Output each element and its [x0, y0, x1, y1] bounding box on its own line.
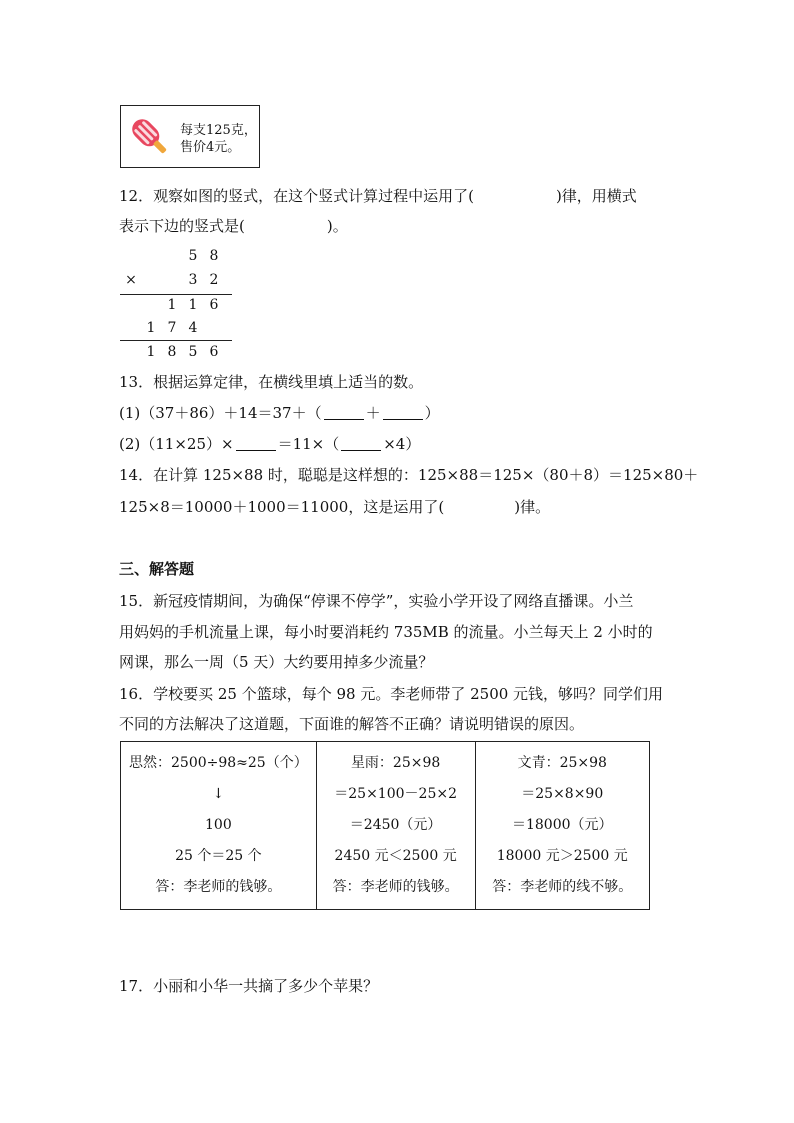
popsicle-price: 售价4元。	[180, 140, 241, 155]
solution-line: 18000 元＞2500 元	[496, 848, 628, 864]
q14-line1: 14．在计算 125×88 时，聪聪是这样想的：125×88＝125×（80＋8）＝125×80＋	[119, 466, 699, 484]
q12-text-c: 表示下边的竖式是(	[119, 217, 245, 235]
q13-item2-text-c: ×4）	[383, 435, 421, 453]
q14-line2	[119, 497, 550, 517]
q17-text: 17．小丽和小华一共摘了多少个苹果？	[119, 977, 379, 995]
digit: 8	[209, 248, 219, 264]
q13-item2-text-b: ＝11×（	[277, 435, 340, 453]
popsicle-text	[180, 122, 257, 156]
popsicle-icon	[127, 114, 173, 160]
q12-text-d: )。	[326, 217, 348, 235]
digit: 7	[167, 320, 177, 336]
digit: 1	[146, 344, 156, 360]
q15-line3: 网课，那么一周（5 天）大约要用掉多少流量？	[119, 653, 434, 671]
solution-answer: 答：李老师的线不够。	[492, 879, 633, 895]
table-row	[121, 742, 650, 910]
q13-blank-1[interactable]	[324, 405, 364, 420]
q12-line2	[119, 216, 348, 236]
q13-blank-2[interactable]	[383, 405, 423, 420]
digit: 2	[209, 272, 219, 288]
q13-item1-text-b: ＋	[365, 404, 381, 422]
solution-xingyu	[316, 742, 475, 910]
q13-item1-text-a: (1)（37＋86）＋14＝37＋（	[119, 404, 322, 422]
times-sign: ×	[125, 272, 137, 288]
q12-line1	[119, 186, 637, 206]
q14-text-b: )律。	[514, 498, 551, 516]
solution-line: 文青：25×98	[517, 755, 607, 771]
q15-line1: 15．新冠疫情期间，为确保“停课不停学”，实验小学开设了网络直播课。小兰	[119, 592, 634, 610]
section-title: 三、解答题	[119, 560, 195, 578]
digit: 1	[146, 320, 156, 336]
solutions-table	[120, 741, 650, 910]
digit: 3	[188, 272, 198, 288]
digit: 6	[209, 344, 219, 360]
q16-line1: 16．学校要买 25 个篮球，每个 98 元。李老师带了 2500 元钱，够吗？同学们用	[119, 685, 664, 703]
solution-line: 100	[205, 817, 232, 833]
solution-siran	[121, 742, 317, 910]
q13-item1-text-c: ）	[424, 404, 440, 422]
digit: 8	[167, 344, 177, 360]
q13-title: 13．根据运算定律，在横线里填上适当的数。	[119, 373, 424, 391]
q13-item2-text-a: (2)（11×25）×	[119, 435, 234, 453]
solution-wenqing	[475, 742, 649, 910]
q16-line2: 不同的方法解决了这道题，下面谁的解答不正确？请说明错误的原因。	[119, 715, 585, 733]
rule-line	[120, 340, 232, 341]
q12-text-a: 12．观察如图的竖式，在这个竖式计算过程中运用了(	[119, 187, 474, 205]
solution-answer: 答：李老师的钱够。	[332, 879, 459, 895]
solution-line: ＝25×8×90	[521, 786, 604, 802]
arrow-down: ↓	[212, 786, 225, 802]
digit: 1	[167, 297, 177, 313]
popsicle-weight: 每支125克，	[180, 123, 257, 138]
q12-text-b: )律，用横式	[555, 187, 637, 205]
vertical-multiplication	[120, 246, 235, 366]
q14-text-a: 125×8＝10000＋1000＝11000，这是运用了(	[119, 498, 445, 516]
digit: 4	[188, 320, 198, 336]
q15-line2: 用妈妈的手机流量上课，每小时要消耗约 735MB 的流量。小兰每天上 2 小时的	[119, 623, 653, 641]
solution-line: ＝25×100－25×2	[334, 786, 457, 802]
solution-line: ＝2450（元）	[349, 817, 442, 833]
solution-line: 星雨：25×98	[350, 755, 441, 771]
solution-answer: 答：李老师的钱够。	[155, 879, 282, 895]
solution-line: 25 个＝25 个	[175, 848, 262, 864]
q13-item2	[119, 434, 420, 454]
q13-blank-3[interactable]	[236, 436, 276, 451]
digit: 1	[188, 297, 198, 313]
digit: 5	[188, 344, 198, 360]
solution-line: 2450 元＜2500 元	[334, 848, 457, 864]
q13-blank-4[interactable]	[341, 436, 381, 451]
popsicle-info-box	[120, 105, 260, 168]
digit: 5	[188, 248, 198, 264]
rule-line	[120, 294, 232, 295]
solution-line: ＝18000（元）	[511, 817, 613, 833]
digit: 6	[209, 297, 219, 313]
solution-line: 思然：2500÷98≈25（个）	[129, 755, 308, 771]
q13-item1	[119, 403, 440, 423]
